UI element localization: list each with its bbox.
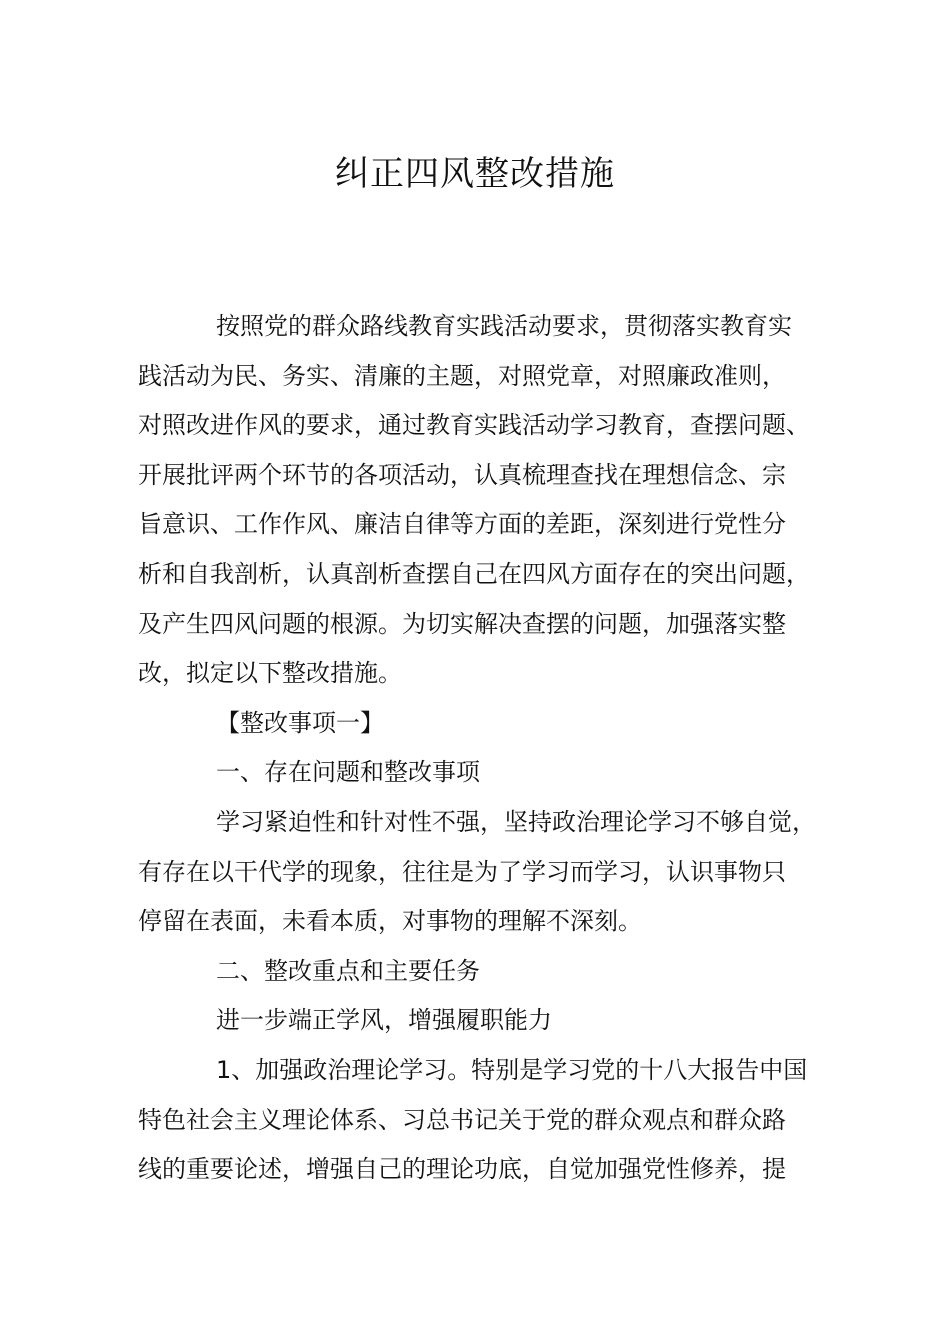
paragraph-line: 特色社会主义理论体系、习总书记关于党的群众观点和群众路 bbox=[138, 1105, 786, 1134]
paragraph-line: 践活动为民、务实、清廉的主题，对照党章，对照廉政准则， bbox=[138, 361, 786, 390]
subsection-heading: 二、整改重点和主要任务 bbox=[216, 956, 480, 985]
paragraph-line: 改，拟定以下整改措施。 bbox=[138, 659, 402, 688]
paragraph-line: 线的重要论述，增强自己的理论功底，自觉加强党性修养，提 bbox=[138, 1155, 786, 1184]
section-heading: 【整改事项一】 bbox=[216, 708, 384, 737]
paragraph-line: 析和自我剖析，认真剖析查摆自己在四风方面存在的突出问题， bbox=[138, 559, 810, 588]
paragraph-line: 进一步端正学风，增强履职能力 bbox=[216, 1006, 552, 1035]
subsection-heading: 一、存在问题和整改事项 bbox=[216, 758, 480, 787]
paragraph-line: 有存在以干代学的现象，往往是为了学习而学习，认识事物只 bbox=[138, 857, 786, 886]
list-item: 1、加强政治理论学习。特别是学习党的十八大报告中国 bbox=[216, 1055, 808, 1084]
paragraph-line: 旨意识、工作作风、廉洁自律等方面的差距，深刻进行党性分 bbox=[138, 510, 786, 539]
document-title: 纠正四风整改措施 bbox=[335, 154, 615, 194]
paragraph-line: 按照党的群众路线教育实践活动要求，贯彻落实教育实 bbox=[216, 312, 792, 340]
paragraph-line: 停留在表面，未看本质，对事物的理解不深刻。 bbox=[138, 907, 642, 936]
document-body bbox=[138, 302, 838, 1195]
paragraph-line: 及产生四风问题的根源。为切实解决查摆的问题，加强落实整 bbox=[138, 609, 786, 638]
paragraph-line: 对照改进作风的要求，通过教育实践活动学习教育，查摆问题、 bbox=[138, 411, 810, 440]
paragraph-line: 学习紧迫性和针对性不强，坚持政治理论学习不够自觉， bbox=[216, 807, 816, 836]
paragraph-line: 开展批评两个环节的各项活动，认真梳理查找在理想信念、宗 bbox=[138, 460, 786, 489]
